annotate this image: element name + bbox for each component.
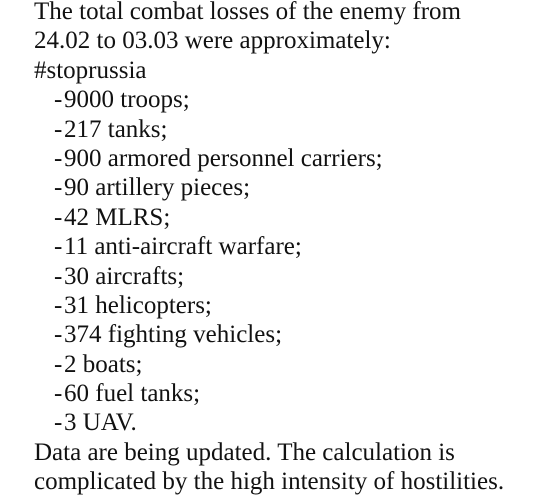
losses-list xyxy=(34,85,534,438)
bullet-dash: - xyxy=(54,291,63,319)
list-item xyxy=(34,232,534,261)
bullet-dash: - xyxy=(54,174,63,202)
bullet-dash: - xyxy=(54,115,63,143)
loss-text: 30 aircrafts; xyxy=(64,262,185,290)
bullet-dash: - xyxy=(54,86,63,114)
list-item xyxy=(34,85,534,114)
loss-text: 900 armored personnel carriers; xyxy=(64,144,383,172)
bullet-dash: - xyxy=(54,409,63,437)
bullet-dash: - xyxy=(54,233,63,261)
list-item xyxy=(34,291,534,320)
list-item xyxy=(34,408,534,437)
bullet-dash: - xyxy=(54,144,63,172)
loss-text: 60 fuel tanks; xyxy=(64,380,201,408)
list-item xyxy=(34,115,534,144)
bullet-dash: - xyxy=(54,350,63,378)
bullet-dash: - xyxy=(54,321,63,349)
loss-text: 31 helicopters; xyxy=(64,291,212,319)
loss-text: 217 tanks; xyxy=(64,115,168,143)
bullet-dash: - xyxy=(54,380,63,408)
list-item xyxy=(34,350,534,379)
loss-text: 3 UAV. xyxy=(64,409,137,437)
list-item xyxy=(34,262,534,291)
list-item xyxy=(34,144,534,173)
loss-text: 374 fighting vehicles; xyxy=(64,321,283,349)
list-item xyxy=(34,320,534,349)
hashtag: #stoprussia xyxy=(34,56,147,84)
list-item xyxy=(34,203,534,232)
footer-line-1: Data are being updated. The calculation is xyxy=(34,438,455,466)
loss-text: 11 anti-aircraft warfare; xyxy=(64,233,302,261)
loss-text: 90 artillery pieces; xyxy=(64,174,251,202)
list-item xyxy=(34,379,534,408)
loss-report xyxy=(34,0,534,497)
intro-line-1: The total combat losses of the enemy from xyxy=(34,0,461,25)
intro-line-2: 24.02 to 03.03 were approximately: xyxy=(34,27,391,55)
loss-text: 2 boats; xyxy=(64,350,143,378)
loss-text: 42 MLRS; xyxy=(64,203,171,231)
bullet-dash: - xyxy=(54,262,63,290)
loss-text: 9000 troops; xyxy=(64,86,190,114)
footer-line-2: complicated by the high intensity of hostilities. xyxy=(34,468,505,496)
list-item xyxy=(34,173,534,202)
bullet-dash: - xyxy=(54,203,63,231)
